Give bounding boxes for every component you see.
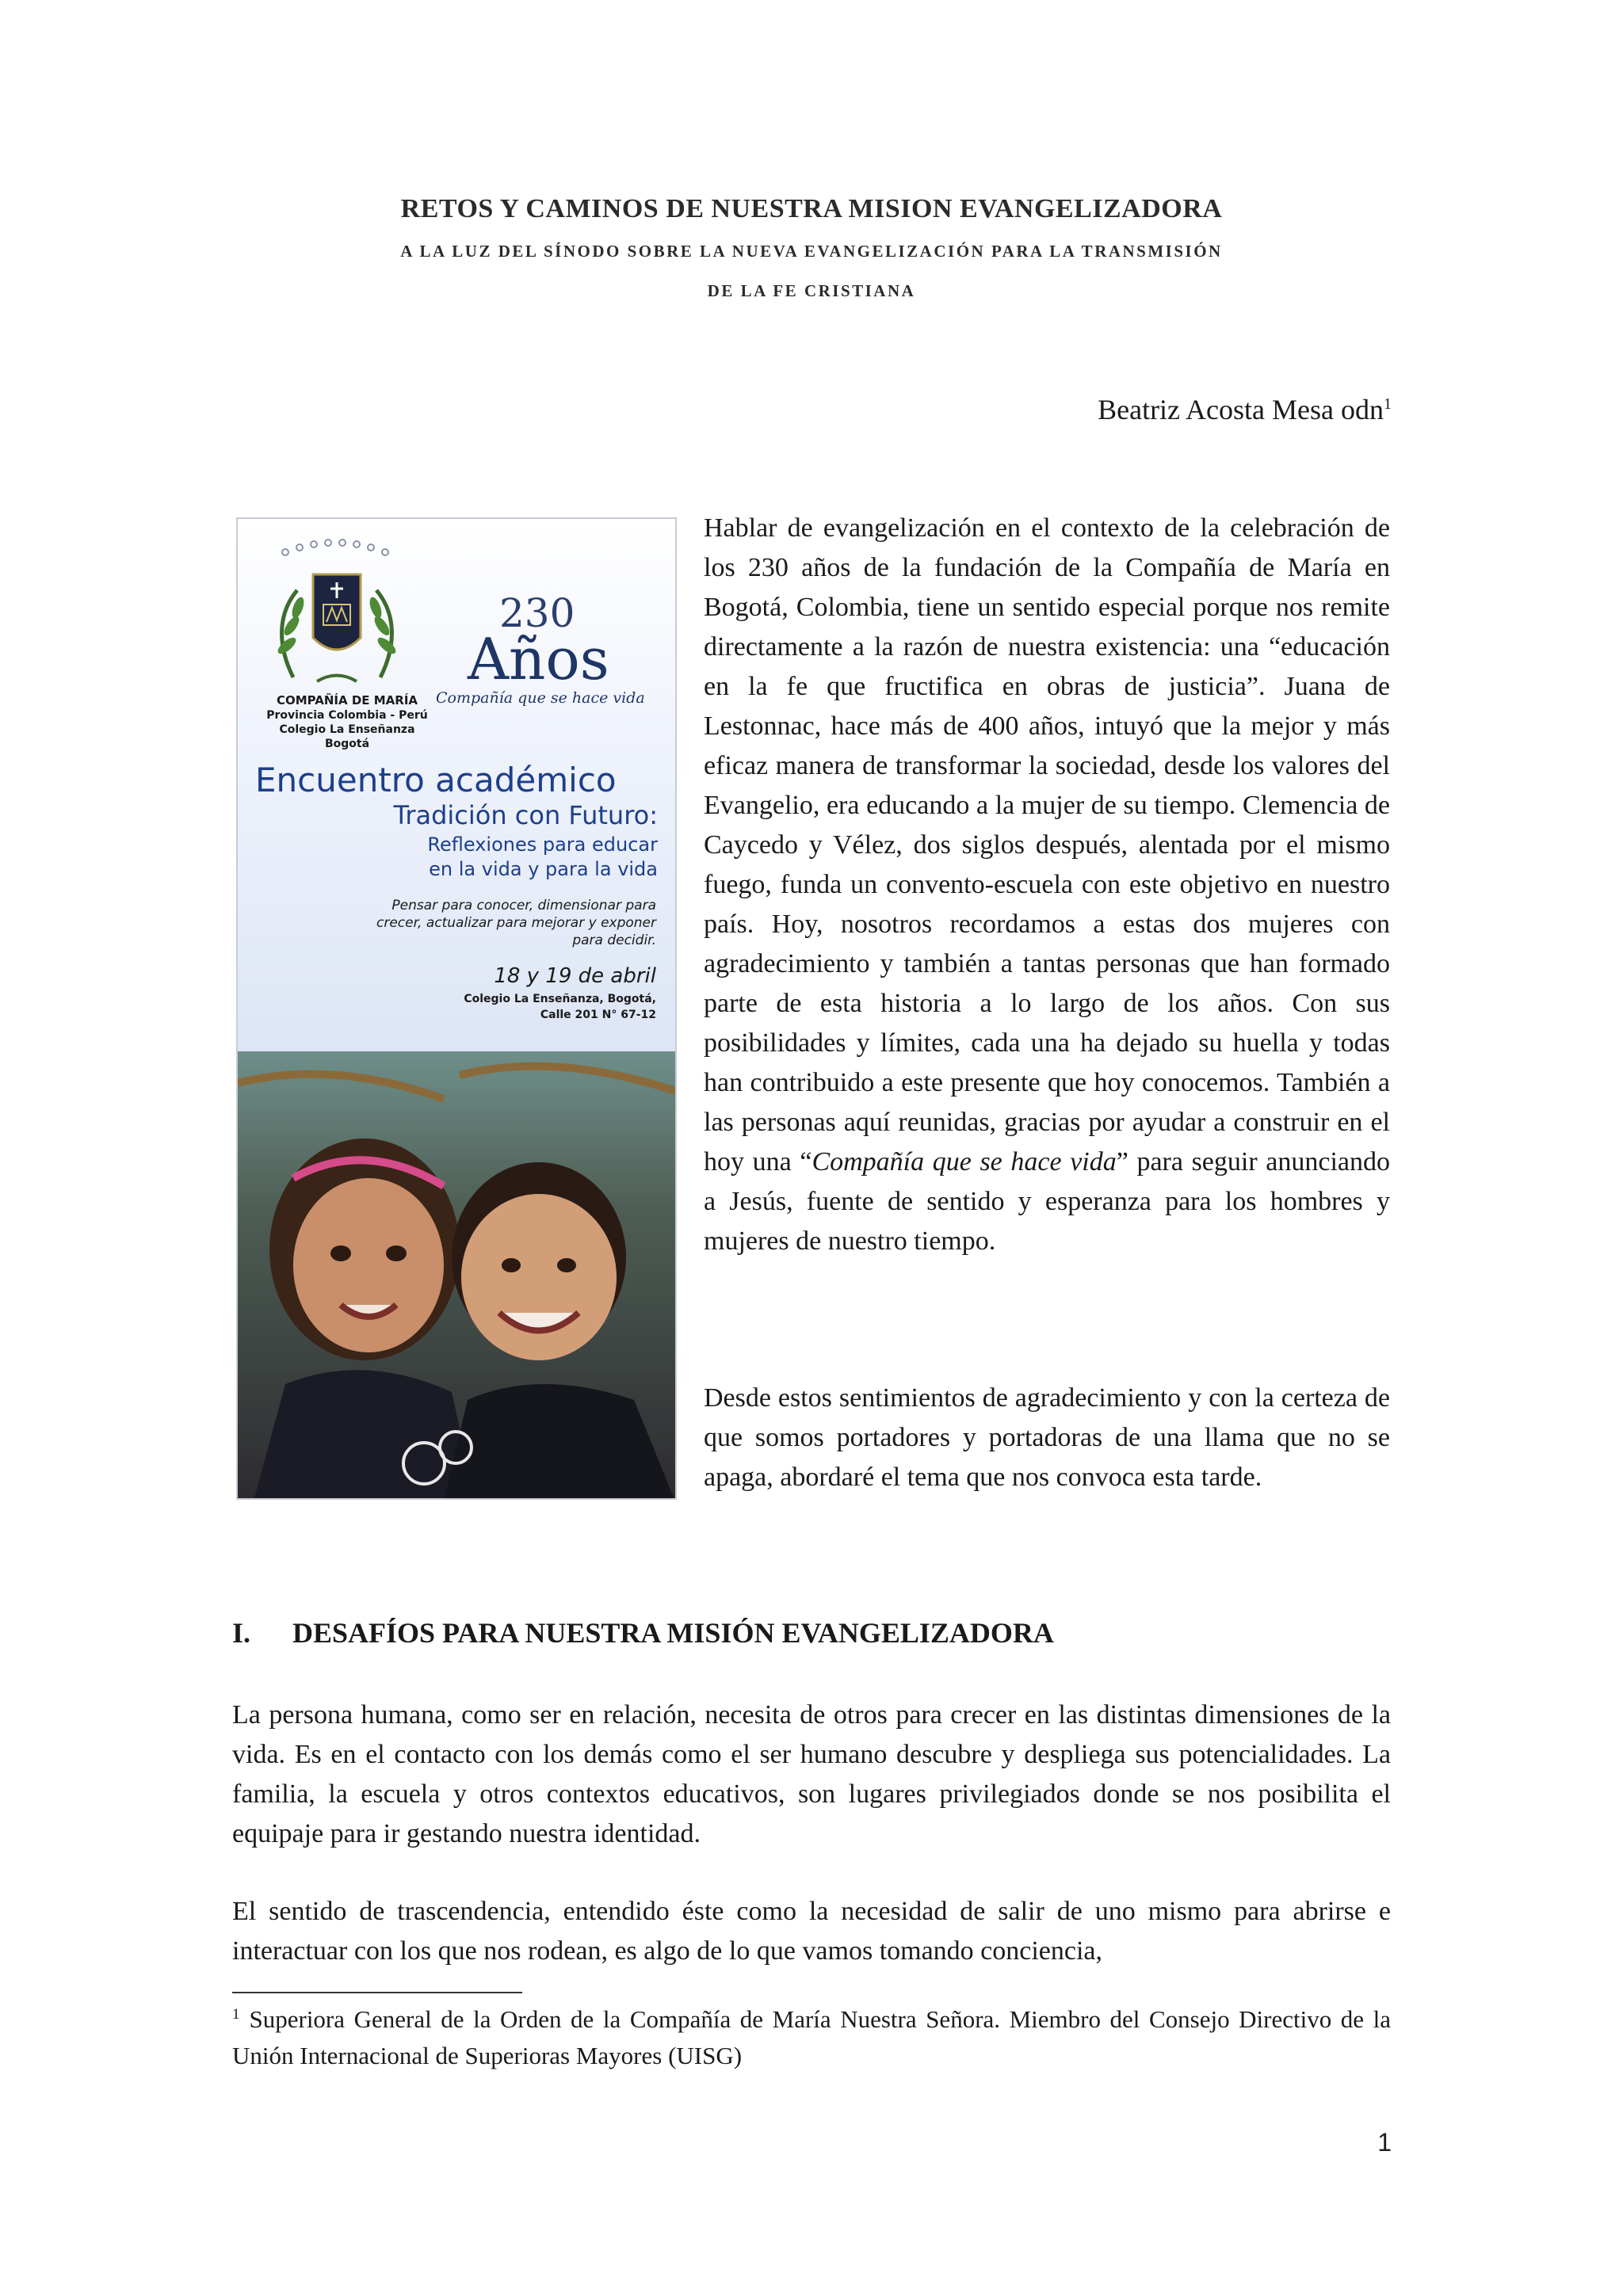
poster-date: 18 y 19 de abril [494,964,656,988]
poster-event-line2: en la vida y para la vida [429,858,658,880]
document-title: RETOS Y CAMINOS DE NUESTRA MISION EVANGELIZADORA [400,194,1223,223]
section-number: I. [232,1617,251,1649]
poster-venue-line2: Calle 201 N° 67-12 [540,1009,656,1021]
intro-paragraph [704,509,1390,1261]
poster-venue-line1: Colegio La Enseñanza, Bogotá, [464,993,656,1005]
intro-italic-phrase: Compañía que se hace vida [812,1147,1117,1177]
poster-event-line1: Reflexiones para educar [427,833,658,856]
children-photo-illustration [238,1051,675,1500]
paragraph-trascendencia: El sentido de trascendencia, entendido éste como la necesidad de salir de uno mismo para abrirse e interactuar con los que nos rodean, es algo de lo que vamos tomando conciencia, [232,1897,1391,1966]
footnote [232,2001,1391,2074]
second-paragraph: Desde estos sentimientos de agradecimiento y con la certeza de que somos portadores y portadoras de una llama que no se apaga, abordaré el tema que nos convoca esta tarde. [704,1383,1390,1492]
poster-org: COMPAÑÍA DE MARÍA [276,693,418,707]
poster-event-subtitle: Tradición con Futuro: [393,800,658,830]
poster-event-title: Encuentro académico [255,761,617,799]
footnote-number: 1 [232,2005,240,2023]
poster-motto-line2: crecer, actualizar para mejorar y exponer [376,915,656,931]
children-photo [238,1051,675,1500]
crest-logo-icon [269,551,404,693]
poster-anniversary-word: Años [468,626,609,692]
poster-motto-line1: Pensar para conocer, dimensionar para [391,898,656,913]
poster-city: Bogotá [324,738,370,750]
poster-anniversary-number: 230 [499,590,575,636]
event-poster-image [236,517,677,1500]
author-line [1098,393,1392,426]
footnote-ref: 1 [1384,395,1392,413]
paragraph-persona-humana: La persona humana, como ser en relación, necesita de otros para crecer en las distintas dimensiones de la vida. Es en el contacto con los demás como el ser humano descubre y despliega sus potencialidades. La familia, la escuela y otros contextos educativos, son lugares privilegiados donde se nos posibilita el equipaje para ir gestando nuestra identidad. [232,1700,1391,1848]
poster-school: Colegio La Enseñanza [279,723,415,736]
poster-motto-line3: para decidir. [572,933,656,948]
intro-text-part1: Hablar de evangelización en el contexto de la celebración de los 230 años de la fundación de la Compañía de María en Bogotá, Colombia, tiene un sentido especial porque nos remite directamente a la razón de nuestra existencia: una “educación en la fe que fructifica en obras de justicia”. Juana de Lestonnac, hace más de 400 años, intuyó que la mejor y más eficaz manera de transformar la sociedad, desde los valores del Evangelio, era educando a la mujer de su tiempo. Clemencia de Caycedo y Vélez, dos siglos después, alentada por el mismo fuego, funda un convento-escuela con este objetivo en nuestro país. Hoy, nosotros recordamos a estas dos mujeres con agradecimiento y también a tantas personas que han formado parte de esta historia a lo largo de los años. Con sus posibilidades y límites, cada una ha dejado su huella y todas han contribuido a este presente que hoy conocemos. También a las personas aquí reunidas, gracias por ayudar a construir en el hoy una “ [704,513,1390,1177]
poster-province: Provincia Colombia - Perú [266,709,428,722]
poster-anniversary-slogan: Compañía que se hace vida [436,689,645,707]
section-heading [232,1616,1054,1650]
section-title: DESAFÍOS PARA NUESTRA MISIÓN EVANGELIZADORA [292,1617,1054,1649]
footnote-divider [232,1992,522,1993]
document-subtitle-line2: DE LA FE CRISTIANA [707,281,916,300]
intro-text-part2: ” para seguir anunciando a Jesús, fuente de sentido y esperanza para los hombres y mujeres de nuestro tiempo. [704,1147,1391,1256]
document-subtitle-line1: A LA LUZ DEL SÍNODO SOBRE LA NUEVA EVANGELIZACIÓN PARA LA TRANSMISIÓN [400,242,1223,261]
page-number: 1 [1377,2128,1392,2157]
author-name: Beatriz Acosta Mesa odn [1098,394,1384,425]
footnote-text: Superiora General de la Orden de la Compañía de María Nuestra Señora. Miembro del Consejo Directivo de la Unión Internacional de Superioras Mayores (UISG) [232,2005,1391,2069]
